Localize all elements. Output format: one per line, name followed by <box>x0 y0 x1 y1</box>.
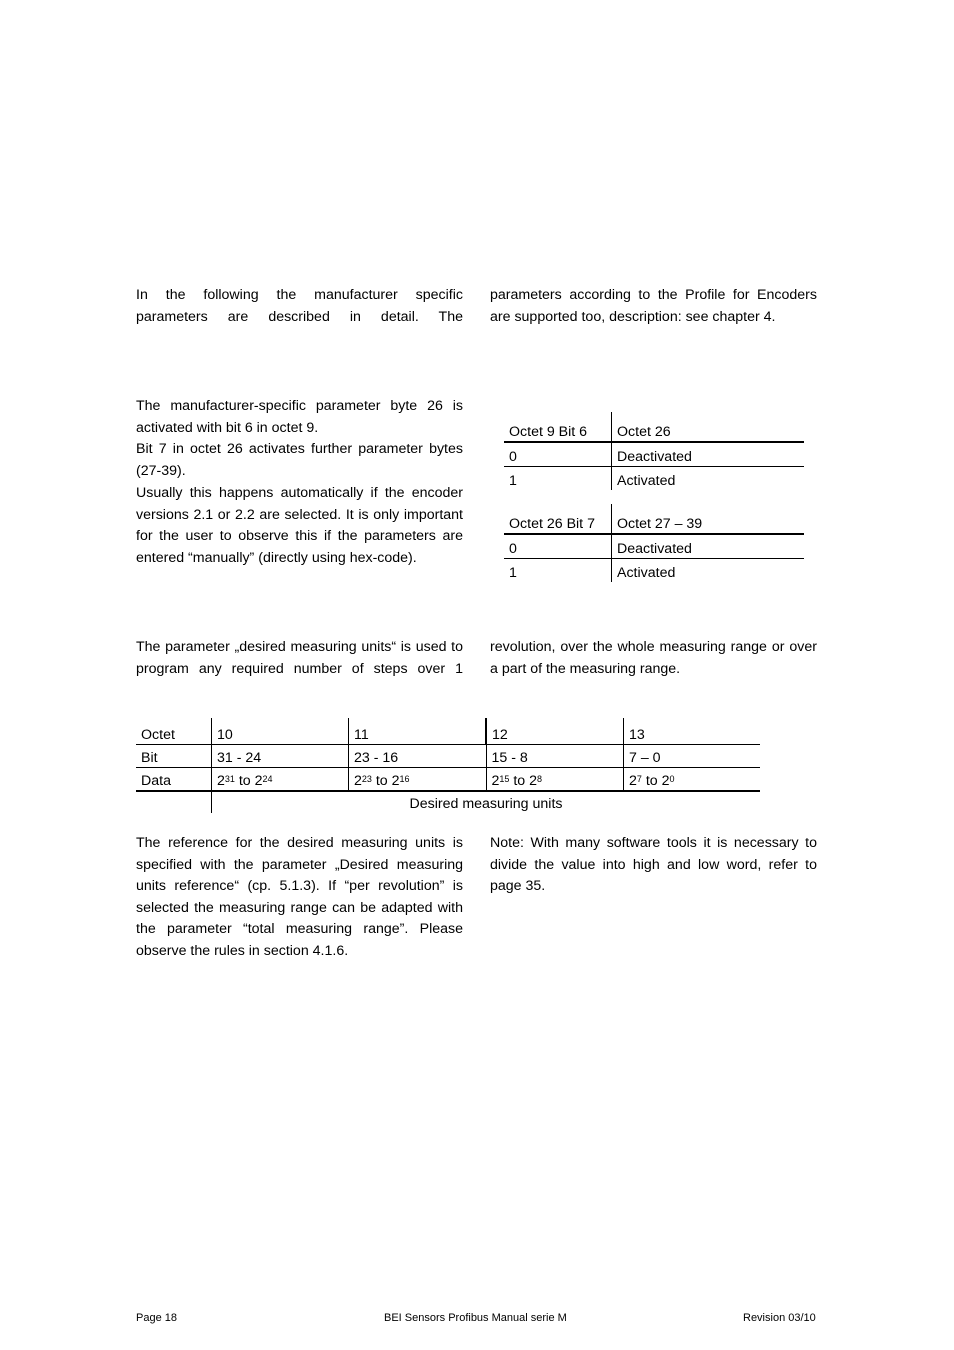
octet-value: 12 <box>486 718 624 745</box>
octet-value: 11 <box>349 718 487 745</box>
bit-range: 23 - 16 <box>349 745 487 768</box>
table-row <box>504 442 804 467</box>
measuring-units-table <box>136 718 760 813</box>
table-header-cell: Octet 26 Bit 7 <box>504 504 612 534</box>
footer-page-number: Page 18 <box>136 1312 177 1324</box>
table-cell: 1 <box>504 467 612 491</box>
octet-value: 10 <box>212 718 349 745</box>
table-header-cell: Octet 9 Bit 6 <box>504 412 612 442</box>
footer-title: BEI Sensors Profibus Manual serie M <box>384 1312 567 1324</box>
table-cell: Activated <box>617 473 676 489</box>
intro-text-left: In the following the manufacturer specific parameters are described in detail. The <box>136 287 463 325</box>
table-row <box>136 768 760 792</box>
octet9-activation-table <box>504 412 804 490</box>
table-row <box>136 791 760 813</box>
table-cell: Deactivated <box>612 442 805 467</box>
intro-text-right: parameters according to the Profile for Encoders are supported too, description: see chapter 4. <box>490 287 817 325</box>
table-cell: 0 <box>504 442 612 467</box>
footer-revision: Revision 03/10 <box>743 1312 816 1324</box>
table-row <box>504 559 804 583</box>
reference-text-right: Note: With many software tools it is necessary to divide the value into high and low word, refer to page 35. <box>490 835 817 895</box>
bit-range: 31 - 24 <box>212 745 349 768</box>
table-header-cell: Octet 27 – 39 <box>612 504 805 534</box>
reference-text-left: The reference for the desired measuring units is specified with the parameter „Desired measuring units reference“ (cp. 5.1.3). If “per revolution” is selected the measuring range can be adapted with the parameter “total measuring range”. Please observe the rules in section 4.1.6. <box>136 835 463 959</box>
measuring-units-caption: Desired measuring units <box>212 791 761 813</box>
data-range: $2^{15}$ to $2^8$ <box>486 768 624 792</box>
table-row <box>504 534 804 559</box>
table-row <box>504 467 804 491</box>
bit-label: Bit <box>136 745 212 768</box>
octet26-activation-table <box>504 504 804 582</box>
units-text-right: revolution, over the whole measuring range or over a part of the measuring range. <box>490 639 817 677</box>
bit-range: 7 – 0 <box>624 745 761 768</box>
octet-value: 13 <box>624 718 761 745</box>
data-range: $2^{31}$ to $2^{24}$ <box>212 768 349 792</box>
units-text-left: The parameter „desired measuring units“ is used to program any required number of steps over 1 <box>136 639 463 677</box>
activation-text-3: Usually this happens automatically if the encoder versions 2.1 or 2.2 are selected. It is only important for the user to observe this if the parameters are entered “manually” (directly using hex-code). <box>136 485 463 566</box>
table-cell: 1 <box>504 559 612 583</box>
data-label: Data <box>136 768 212 792</box>
activation-text-1: The manufacturer-specific parameter byte 26 is activated with bit 6 in octet 9. <box>136 398 463 436</box>
bit-range: 15 - 8 <box>486 745 624 768</box>
data-range: $2^{23}$ to $2^{16}$ <box>349 768 487 792</box>
table-cell: Activated <box>617 565 676 581</box>
table-row <box>136 745 760 768</box>
table-cell: Deactivated <box>612 534 805 559</box>
table-cell: 0 <box>504 534 612 559</box>
octet-label: Octet <box>136 718 212 745</box>
activation-text-2: Bit 7 in octet 26 activates further parameter bytes (27-39). <box>136 441 463 479</box>
data-range: $2^7$ to $2^0$ <box>624 768 761 792</box>
table-header-cell: Octet 26 <box>612 412 805 442</box>
table-row <box>136 718 760 745</box>
